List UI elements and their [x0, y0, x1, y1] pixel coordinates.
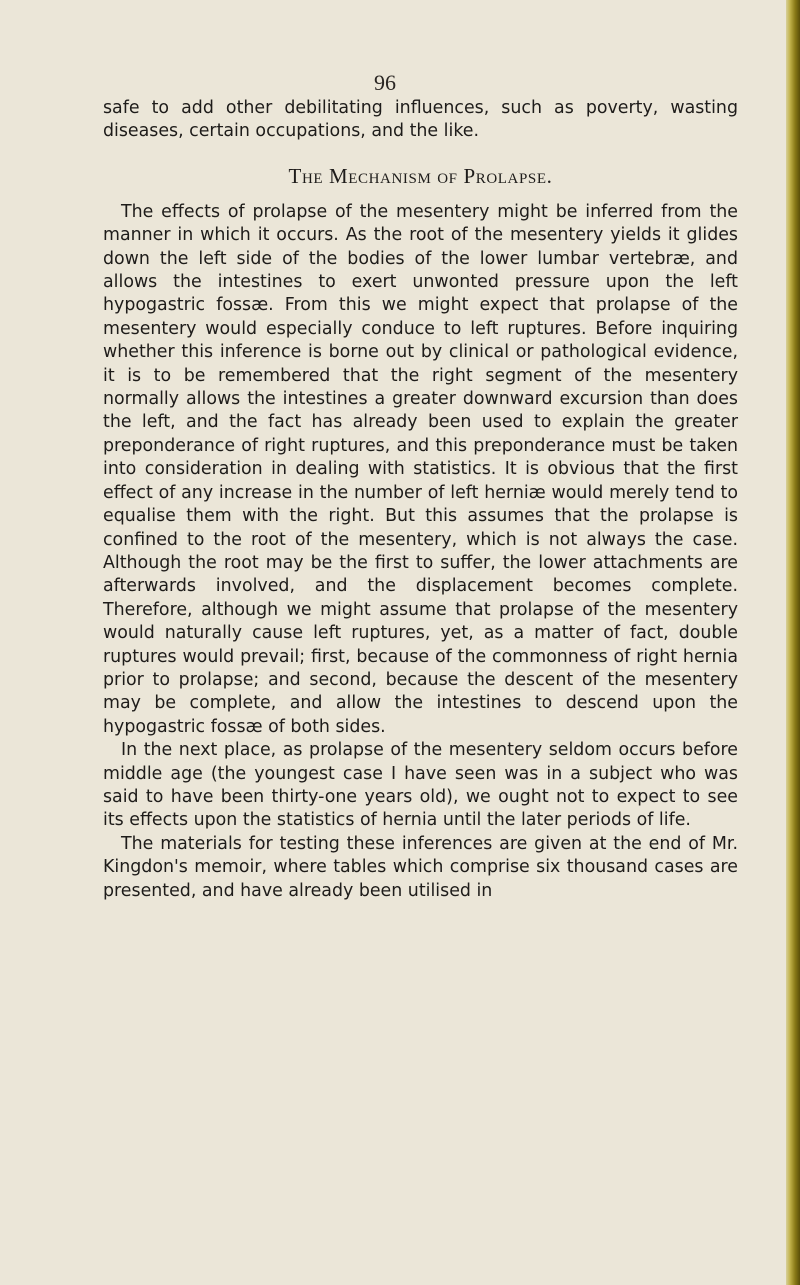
- paragraph-next-place: In the next place, as prolapse of the mesentery seldom occurs before middle age (the youngest case I have seen was in a subject who was said to have been thirty-one years old), we ought not to expect to see its effects upon the statistics of hernia until the later periods of life.: [103, 740, 738, 831]
- opening-paragraph: safe to add other debilitating influences, such as poverty, wasting diseases, certain occupations, and the like.: [103, 98, 738, 142]
- paragraph-materials: The materials for testing these inferences are given at the end of Mr. Kingdon's memoir, where tables which comprise six thousand cases are presented, and have already been utilised in: [103, 833, 738, 901]
- page-number: 96: [374, 70, 396, 95]
- paragraph-mechanism: The effects of prolapse of the mesentery might be inferred from the manner in which it occurs. As the root of the mesentery yields it glides down the left side of the bodies of the lower lumbar vertebræ, and allows the intestines to exert unwonted pressure upon the left hypogastric fossæ. From this we might expect that prolapse of the mesentery would especially conduce to left ruptures. Before inquiring whether this inference is borne out by clinical or pathological evidence, it is to be remembered that the right segment of the mesentery normally allows the intestines a greater downward excursion than does the left, and the fact has already been used to explain the greater preponderance of right ruptures, and this preponderance must be taken into consideration in dealing with statistics. It is obvious that the first effect of any increase in the number of left herniæ would merely tend to equalise them with the right. But this assumes that the prolapse is confined to the root of the mesentery, which is not always the case. Although the root may be the first to suffer, the lower attachments are afterwards involved, and the displacement becomes complete. Therefore, although we might assume that prolapse of the mesentery would naturally cause left ruptures, yet, as a matter of fact, double ruptures would prevail; first, because of the commonness of right hernia prior to prolapse; and second, because the descent of the mesentery may be complete, and allow the intestines to descend upon the hypogastric fossæ of both sides.: [103, 201, 738, 737]
- section-heading: The Mechanism of Prolapse.: [288, 163, 553, 188]
- body-text: [103, 97, 738, 903]
- page-edge: [786, 0, 800, 1285]
